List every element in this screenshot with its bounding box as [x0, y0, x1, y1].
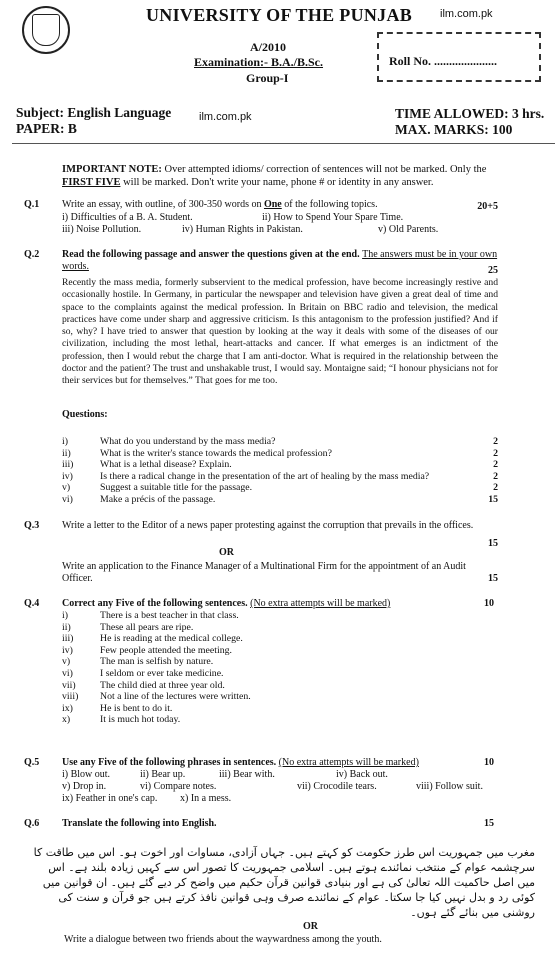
- q5-phrase-5: v) Drop in.: [62, 781, 107, 792]
- q2-question-item-number: iv): [62, 470, 73, 482]
- q2-question-item-number: v): [62, 482, 71, 494]
- university-crest-icon: [22, 6, 70, 54]
- q4-sentence-item-number: v): [62, 656, 71, 668]
- q4-sentence-item-number: iii): [62, 633, 74, 645]
- q5-phrase-2: ii) Bear up.: [140, 769, 186, 780]
- q5-phrase-8: viii) Follow suit.: [416, 781, 483, 792]
- q4-sentence-item-text: He is bent to do it.: [100, 702, 173, 714]
- q4-sentence-item-number: ix): [62, 702, 73, 714]
- site-watermark: ilm.com.pk: [440, 8, 493, 20]
- q4-sentence-item-number: vi): [62, 667, 73, 679]
- q2-question-item-text: What is a lethal disease? Explain.: [100, 459, 232, 471]
- paper-label: PAPER: B: [16, 121, 77, 136]
- q4-sentence-item-number: i): [62, 610, 68, 621]
- q1-topic-3: iii) Noise Pollution.: [62, 224, 142, 235]
- subject-label: Subject: English Language: [16, 105, 172, 120]
- q5-phrase-7: vii) Crocodile tears.: [297, 781, 377, 792]
- q4-sentence-item-text: I seldom or ever take medicine.: [100, 667, 224, 679]
- site-watermark-2: ilm.com.pk: [199, 111, 252, 123]
- q6-instruction: Translate the following into English.: [62, 818, 217, 829]
- university-name: UNIVERSITY OF THE PUNJAB: [146, 5, 413, 25]
- q2-question-item-number: ii): [62, 447, 71, 459]
- q3-option-b-marks: 15: [488, 573, 498, 584]
- q2-questions-label: Questions:: [62, 409, 108, 420]
- paper-code: A/2010: [250, 40, 286, 54]
- q5-phrase-3: iii) Bear with.: [219, 769, 275, 780]
- q1-marks: 20+5: [477, 201, 498, 212]
- q6-or: OR: [303, 921, 318, 932]
- q5-phrase-10: x) In a mess.: [180, 793, 232, 804]
- q3-option-a: Write a letter to the Editor of a news paper protesting against the corruption that prevails in the offices.: [62, 520, 474, 531]
- q2-question-item-marks: 2: [493, 447, 498, 459]
- q2-question-item-marks: 2: [493, 436, 498, 447]
- q2-question-item-marks: 2: [493, 482, 498, 494]
- q6-alternative: Write a dialogue between two friends about the waywardness among the youth.: [64, 934, 382, 945]
- q3-or: OR: [219, 547, 234, 558]
- q5-phrase-6: vi) Compare notes.: [140, 781, 217, 792]
- q2-question-item-text: What is the writer's stance towards the medical profession?: [100, 447, 332, 459]
- q4-sentence-item-text: There is a best teacher in that class.: [100, 610, 239, 621]
- q4-sentence-item-text: It is much hot today.: [100, 714, 181, 726]
- q1-topic-4: iv) Human Rights in Pakistan.: [182, 224, 303, 235]
- q2-passage: Recently the mass media, formerly subservient to the medical profession, have become increasingly restive and occasionally hostile. In Germany, in particular the newspaper and television have given a great deal of time and space to the complaints against the medical profession. In Britain on BBC radio and television, the medical practices have come under sharp and aggressive criticism. Is this antagonism to the profession justified? And if so, why? I have tried to answer that question by looking at the way it deals with some of the diseases of our civilization, including the most lethal, heart-attacks and cancer. If what emerges is an indictment of the profession, then I would rebut the charge that I am anti-doctor. What is required in the relationship between the doctor and the patient? The trust and unshakable trust, I would say. Montaigne said; “I honour physicians not for their services but for themselves.” That goes for me too.: [62, 277, 498, 387]
- max-marks: MAX. MARKS: 100: [395, 122, 513, 137]
- q2-question-item-number: vi): [62, 493, 73, 505]
- q2-instruction: Read the following passage and answer the questions given at the end. The answers must be in your own words.: [62, 249, 498, 273]
- q5-phrase-9: ix) Feather in one's cap.: [62, 793, 158, 804]
- q4-sentence-item-number: iv): [62, 644, 73, 656]
- q4-sentence-item-number: ii): [62, 621, 71, 633]
- q3-option-a-marks: 15: [488, 538, 498, 549]
- header-divider: [12, 143, 555, 144]
- q4-sentence-item-text: Not a line of the lectures were written.: [100, 691, 251, 703]
- q1-topic-5: v) Old Parents.: [378, 224, 439, 235]
- q2-number: Q.2: [24, 249, 40, 260]
- q4-sentence-item-number: viii): [62, 691, 79, 703]
- roll-number-label: Roll No. .....................: [389, 54, 497, 68]
- q4-sentence-item-text: The man is selfish by nature.: [100, 656, 214, 668]
- q4-sentence-item-number: x): [62, 714, 71, 726]
- q2-question-item-number: i): [62, 436, 68, 447]
- q2-question-item-marks: 2: [493, 470, 498, 482]
- q2-question-item-text: Is there a radical change in the presentation of the art of healing by the mass media?: [100, 470, 430, 482]
- exam-title: Examination:- B.A./B.Sc.: [194, 55, 324, 69]
- q4-number: Q.4: [24, 598, 40, 609]
- q1-instruction: Write an essay, with outline, of 300-350 words on One of the following topics.: [62, 199, 378, 210]
- q1-number: Q.1: [24, 199, 40, 210]
- roll-number-box: [377, 32, 541, 82]
- q1-topic-1: i) Difficulties of a B. A. Student.: [62, 212, 193, 223]
- group-label: Group-I: [246, 71, 289, 85]
- q6-urdu-passage: مغرب میں جمہوریت اس طرز حکومت کو کہتے ہیں۔ جہاں آزادی، مساوات اور اخوت ہو۔ اس میں طاقت کا سرچشمہ عوام کے منتخب نمائندے ہوتے ہیں۔ اسلامی جمہوریت کا تصور اس سے کہیں زیادہ بلند ہے۔ اس میں اصل حاکمیت اللہ تعالیٰ کی ہے اور بنیادی قوانین قرآن حکیم میں واضح کر دیے گئے ہیں۔ ان قوانین میں کوئی رد و بدل نہیں کیا جا سکتا۔ عوام کے نمائندے صرف وہی قوانین نافذ کرتے ہیں جو قرآن و سنت کی روشنی میں بنائے گئے ہوں۔: [33, 846, 535, 919]
- q6-marks: 15: [484, 818, 494, 829]
- q1-topic-2: ii) How to Spend Your Spare Time.: [262, 212, 404, 223]
- q4-sentence-item-text: These all pears are ripe.: [100, 621, 194, 633]
- q5-number: Q.5: [24, 757, 40, 768]
- q4-sentence-item-text: He is reading at the medical college.: [100, 633, 243, 645]
- q6-number: Q.6: [24, 818, 40, 829]
- important-note: IMPORTANT NOTE: Over attempted idioms/ correction of sentences will not be marked. Only the FIRST FIVE will be marked. Don't write your name, phone # or identity in any answer.: [62, 164, 487, 188]
- q4-marks: 10: [484, 598, 494, 609]
- q2-marks: 25: [488, 265, 498, 276]
- subject-block: [16, 105, 171, 137]
- q2-question-item-number: iii): [62, 459, 74, 471]
- q4-sentence-item-number: vii): [62, 679, 76, 691]
- q3-option-b: Write an application to the Finance Manager of a Multinational Firm for the appointment of an Audit Officer.: [62, 561, 466, 585]
- q5-phrase-4: iv) Back out.: [336, 769, 388, 780]
- q2-question-item-text: Make a précis of the passage.: [100, 493, 216, 505]
- q5-phrase-1: i) Blow out.: [62, 769, 111, 780]
- q4-instruction: Correct any Five of the following sentences. (No extra attempts will be marked): [62, 598, 391, 609]
- q3-number: Q.3: [24, 520, 40, 531]
- q4-sentence-item-text: The child died at three year old.: [100, 679, 225, 691]
- q4-sentence-item-text: Few people attended the meeting.: [100, 644, 232, 656]
- time-allowed: TIME ALLOWED: 3 hrs.: [395, 106, 545, 121]
- q2-question-item-text: What do you understand by the mass media?: [100, 436, 276, 447]
- q2-question-item-marks: 15: [488, 493, 498, 505]
- time-marks-block: [395, 106, 544, 138]
- q5-instruction: Use any Five of the following phrases in sentences. (No extra attempts will be marked): [62, 757, 419, 768]
- q2-question-item-text: Suggest a suitable title for the passage.: [100, 482, 253, 494]
- q5-marks: 10: [484, 757, 494, 768]
- q2-question-item-marks: 2: [493, 459, 498, 471]
